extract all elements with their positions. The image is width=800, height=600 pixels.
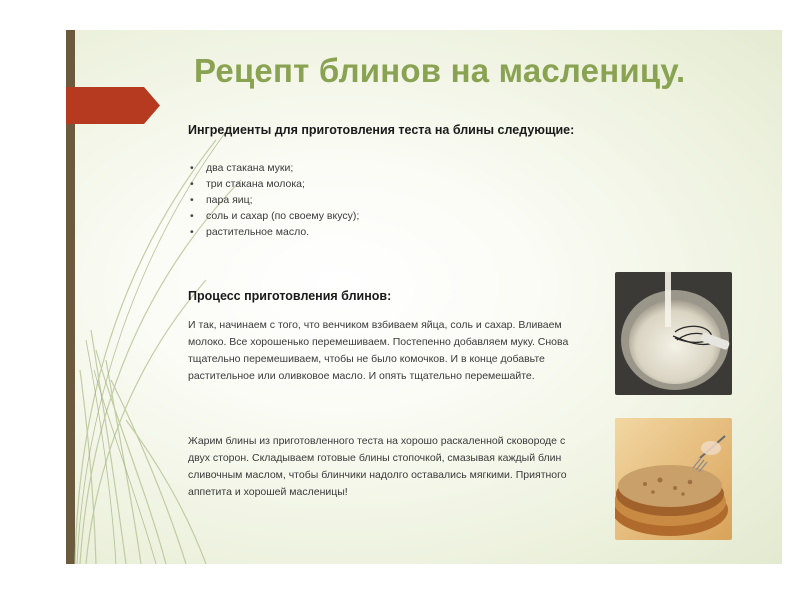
list-item: • соль и сахар (по своему вкусу); xyxy=(188,208,359,224)
list-item: • растительное масло. xyxy=(188,224,359,240)
process-heading: Процесс приготовления блинов: xyxy=(188,289,392,303)
red-arrow-tab xyxy=(66,87,160,124)
process-paragraph-2: Жарим блины из приготовленного теста на хорошо раскаленной сковороде с двух сторон. Складываем готовые блины стопочкой, смазывая каждый блин сливочным маслом, чтобы блинчики надолго оставались мягкими. Приятного аппетита и хорошей масленицы! xyxy=(188,435,567,498)
list-item: • пара яиц; xyxy=(188,192,359,208)
list-item: • два стакана муки; xyxy=(188,160,359,176)
ingredients-list xyxy=(188,160,359,240)
list-item: • три стакана молока; xyxy=(188,176,359,192)
ingredients-heading: Ингредиенты для приготовления теста на блины следующие: xyxy=(188,123,575,137)
whisk-batter-photo xyxy=(615,272,732,395)
pancake-stack-photo xyxy=(615,418,732,540)
slide-title: Рецепт блинов на масленицу. xyxy=(194,52,686,89)
slide xyxy=(66,30,782,564)
process-paragraph-1: И так, начинаем с того, что венчиком взбиваем яйца, соль и сахар. Вливаем молоко. Все хорошенько перемешиваем. Постепенно добавляем муку. Снова тщательно перемешиваем, чтобы не было комочков. И в конце добавьте растительное или оливковое масло. И опять тщательно перемешайте. xyxy=(188,319,569,382)
